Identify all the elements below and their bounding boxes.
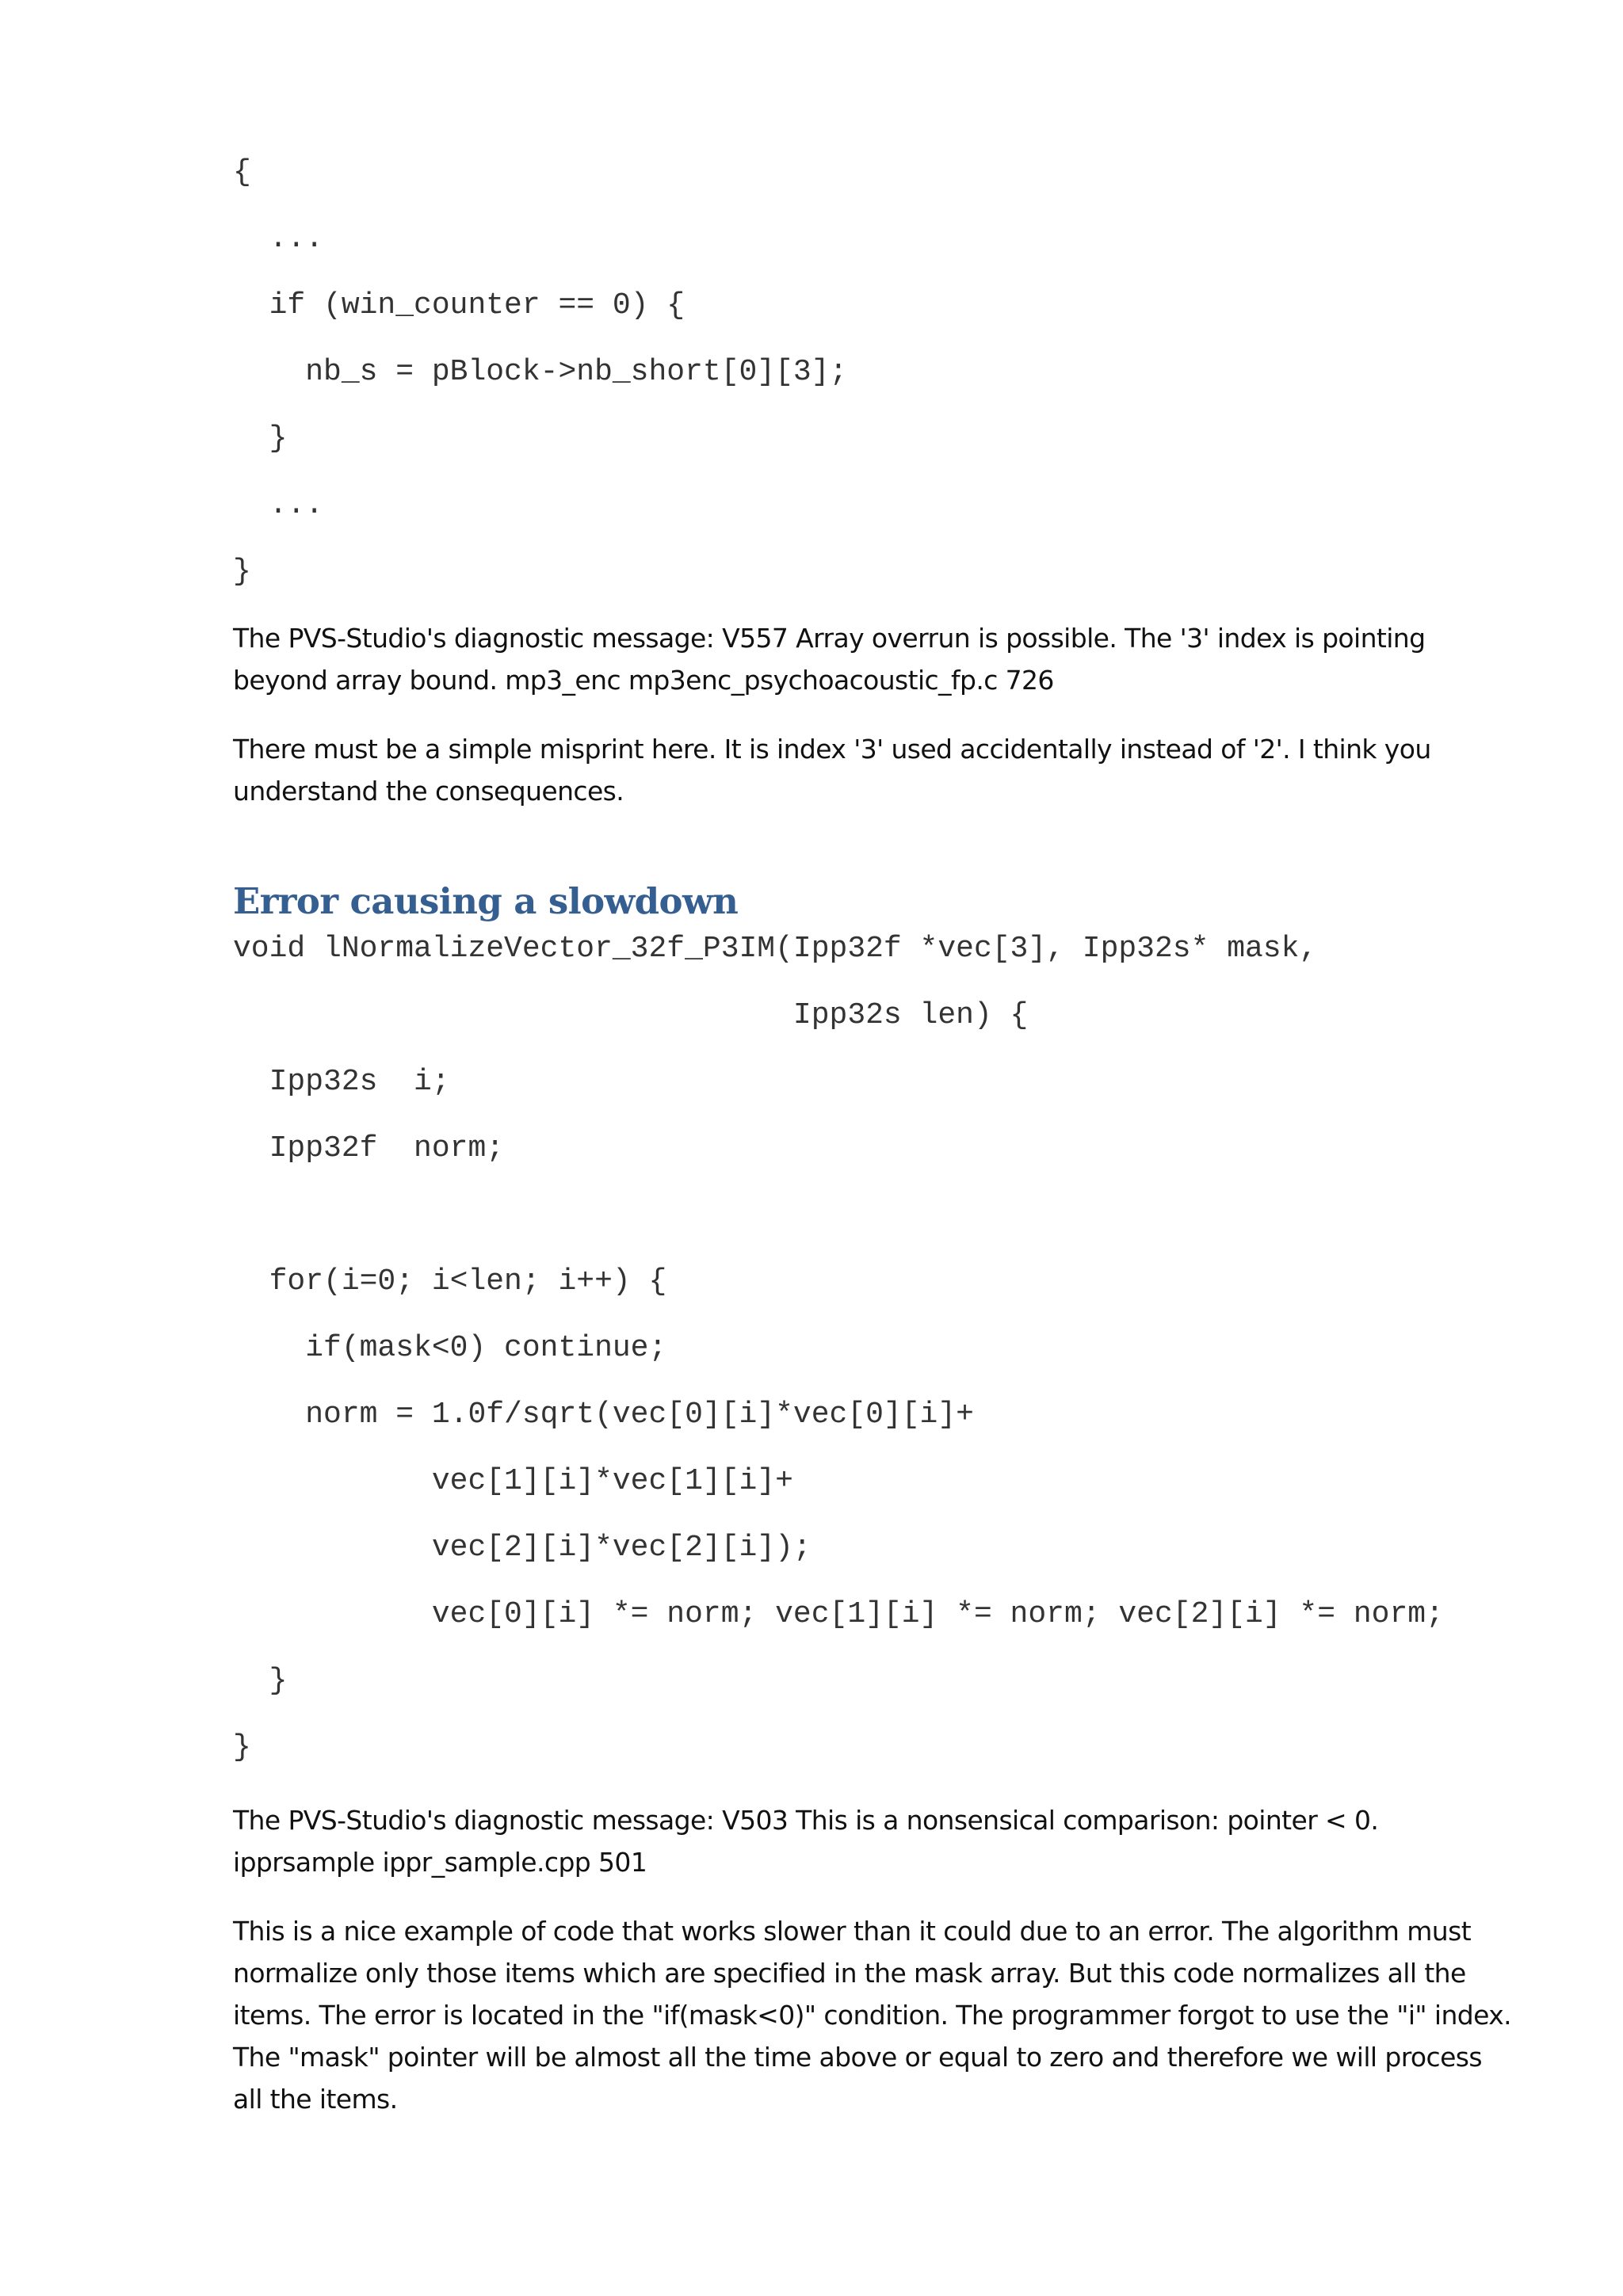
explanation-paragraph: This is a nice example of code that works slower than it could due to an error. The algorithm must normalize only those items which are specified in the mask array. But this code normalizes all the items. The error is located in the "if(mask<0)" condition. The programmer forgot to use the "i" index. The "mask" pointer will be almost all the time above or equal to zero and therefore we will process all the items. bbox=[233, 1916, 1512, 2115]
code-line: void lNormalizeVector_32f_P3IM(Ipp32f *vec[3], Ipp32s* mask, bbox=[233, 932, 1318, 966]
code-line: Ipp32f norm; bbox=[233, 1131, 505, 1165]
diagnostic-message-paragraph: The PVS-Studio's diagnostic message: V503 This is a nonsensical comparison: pointer < 0. ipprsample ippr_sample.cpp 501 bbox=[233, 1805, 1379, 1878]
section-heading: Error causing a slowdown bbox=[233, 880, 739, 922]
code-line: for(i=0; i<len; i++) { bbox=[233, 1264, 667, 1299]
code-line: if(mask<0) continue; bbox=[233, 1331, 667, 1365]
code-line: } bbox=[233, 421, 288, 456]
code-line: ... bbox=[233, 222, 324, 256]
code-line: vec[1][i]*vec[1][i]+ bbox=[233, 1464, 793, 1498]
code-line: norm = 1.0f/sqrt(vec[0][i]*vec[0][i]+ bbox=[233, 1398, 974, 1432]
code-line: ... bbox=[233, 488, 324, 522]
code-line: vec[0][i] *= norm; vec[1][i] *= norm; vec[2][i] *= norm; bbox=[233, 1597, 1444, 1631]
code-line: } bbox=[233, 555, 251, 589]
code-line: Ipp32s len) { bbox=[233, 998, 1029, 1032]
code-line: } bbox=[233, 1730, 251, 1764]
code-line: } bbox=[233, 1664, 288, 1698]
diagnostic-message-paragraph: The PVS-Studio's diagnostic message: V557 Array overrun is possible. The '3' index is pointing beyond array bound. mp3_enc mp3enc_psychoacoustic_fp.c 726 bbox=[233, 623, 1426, 696]
code-line: Ipp32s i; bbox=[233, 1065, 450, 1099]
code-line: vec[2][i]*vec[2][i]); bbox=[233, 1531, 812, 1565]
code-line: if (win_counter == 0) { bbox=[233, 288, 685, 322]
code-line: { bbox=[233, 155, 251, 189]
explanation-paragraph: There must be a simple misprint here. It is index '3' used accidentally instead of '2'. I think you understand the consequences. bbox=[233, 734, 1431, 807]
code-line: nb_s = pBlock->nb_short[0][3]; bbox=[233, 355, 848, 389]
